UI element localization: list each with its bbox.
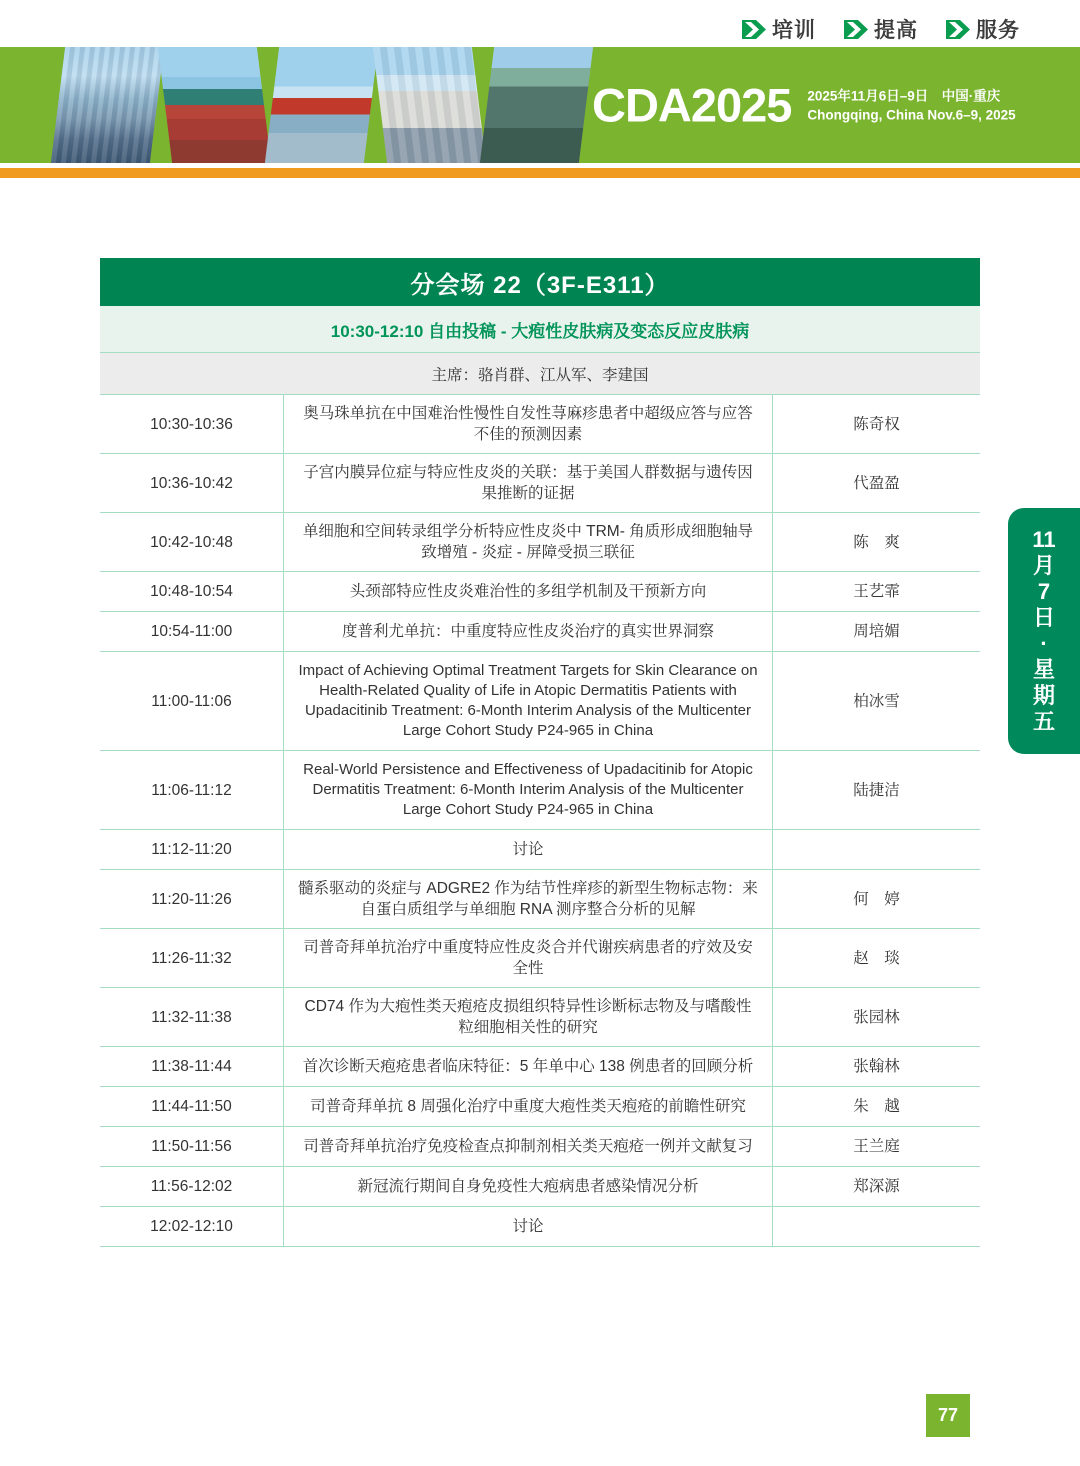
conference-date-en: Chongqing, China Nov.6–9, 2025 xyxy=(807,107,1016,122)
talk-speaker: 陆捷洁 xyxy=(853,781,900,799)
talk-time: 12:02-12:10 xyxy=(150,1218,233,1235)
photo-raffles-city xyxy=(51,47,164,163)
talk-title: 司普奇拜单抗治疗中重度特应性皮炎合并代谢疾病患者的疗效及安全性 xyxy=(283,929,773,987)
talk-time: 11:06-11:12 xyxy=(151,781,232,799)
talk-speaker: 赵 琰 xyxy=(853,949,900,967)
talk-time: 11:00-11:06 xyxy=(151,692,232,710)
program-row xyxy=(100,612,980,652)
talk-speaker: 陈奇权 xyxy=(853,415,900,433)
talk-title: CD74 作为大疱性类天疱疮皮损组织特异性诊断标志物及与嗜酸性粒细胞相关性的研究 xyxy=(283,988,773,1046)
talk-title: 首次诊断天疱疮患者临床特征：5 年单中心 138 例患者的回顾分析 xyxy=(283,1047,773,1086)
program-row xyxy=(100,454,980,513)
talk-title: Impact of Achieving Optimal Treatment Targets for Skin Clearance on Health-Related Quality of Life in Atopic Dermatitis Patients with Upadacitinib Treatment: 6-Month Interim Analysis of the Multicenter Large Cohort Study P24-965 in China xyxy=(283,652,773,750)
talk-speaker: 王艺霏 xyxy=(853,583,900,600)
conference-logo: CDA2025 xyxy=(592,78,792,132)
photo-great-hall xyxy=(158,47,271,163)
double-chevron-icon xyxy=(742,20,766,39)
session-room-title: 分会场 22（3F-E311） xyxy=(100,258,980,306)
session-chairs: 主席：骆肖群、江从军、李建国 xyxy=(100,353,980,395)
talk-title: 单细胞和空间转录组学分析特应性皮炎中 TRM- 角质形成细胞轴导致增殖 - 炎症 - 屏障受损三联征 xyxy=(283,513,773,571)
program-row xyxy=(100,1087,980,1127)
slogan-item-1 xyxy=(742,14,816,44)
talk-speaker: 柏冰雪 xyxy=(853,692,900,710)
talk-title: 讨论 xyxy=(283,830,773,869)
program-row xyxy=(100,751,980,830)
day-tab-char: 期 xyxy=(1032,683,1055,708)
talk-title: 髓系驱动的炎症与 ADGRE2 作为结节性痒疹的新型生物标志物：来自蛋白质组学与单细胞 RNA 测序整合分析的见解 xyxy=(283,870,773,928)
talk-title: Real-World Persistence and Effectiveness of Upadacitinib for Atopic Dermatitis Treatment: 6-Month Interim Analysis of the Multicenter Large Cohort Study P24-965 in China xyxy=(283,751,773,829)
slogan-label: 服务 xyxy=(976,18,1020,42)
talk-time: 11:32-11:38 xyxy=(151,1008,232,1026)
talk-title: 奥马珠单抗在中国难治性慢性自发性荨麻疹患者中超级应答与应答不佳的预测因素 xyxy=(283,395,773,453)
day-tab-char: 星 xyxy=(1032,657,1055,682)
talk-time: 11:20-11:26 xyxy=(151,890,232,908)
talk-title: 度普利尤单抗：中重度特应性皮炎治疗的真实世界洞察 xyxy=(283,612,773,651)
talk-speaker xyxy=(773,830,980,869)
talk-speaker: 周培媚 xyxy=(853,623,900,640)
orange-divider xyxy=(0,168,1080,178)
program-row xyxy=(100,395,980,454)
talk-time: 10:30-10:36 xyxy=(150,415,233,433)
slogan-label: 培训 xyxy=(772,18,816,42)
session-table xyxy=(100,258,980,1247)
program-row xyxy=(100,1127,980,1167)
talk-speaker xyxy=(773,1207,980,1246)
program-row xyxy=(100,988,980,1047)
talk-speaker: 张园林 xyxy=(853,1008,900,1026)
talk-speaker: 郑深源 xyxy=(853,1178,900,1195)
program-row xyxy=(100,1047,980,1087)
talk-title: 讨论 xyxy=(283,1207,773,1246)
talk-speaker: 何 婷 xyxy=(853,890,900,908)
talk-time: 10:54-11:00 xyxy=(150,623,233,640)
page-number-badge: 77 xyxy=(926,1394,970,1437)
day-tab-nov7-friday xyxy=(1008,508,1080,754)
talk-speaker: 朱 越 xyxy=(853,1098,900,1115)
day-tab-char: 月 xyxy=(1032,553,1055,578)
conference-brand xyxy=(592,78,1016,132)
talk-time: 11:38-11:44 xyxy=(151,1058,232,1075)
double-chevron-icon xyxy=(844,20,868,39)
photo-bridge xyxy=(265,47,378,163)
day-tab-char: 日 xyxy=(1032,605,1055,630)
talk-title: 子宫内膜异位症与特应性皮炎的关联：基于美国人群数据与遗传因果推断的证据 xyxy=(283,454,773,512)
talk-time: 11:44-11:50 xyxy=(151,1098,232,1115)
program-row xyxy=(100,513,980,572)
talk-time: 11:26-11:32 xyxy=(151,949,232,967)
slogan-item-3 xyxy=(946,14,1020,44)
talk-speaker: 王兰庭 xyxy=(853,1138,900,1155)
slogan-label: 提高 xyxy=(874,18,918,42)
program-row xyxy=(100,652,980,751)
conference-date-cn: 2025年11月6日–9日 中国·重庆 xyxy=(807,88,1001,103)
talk-time: 10:42-10:48 xyxy=(150,533,233,551)
program-row xyxy=(100,1167,980,1207)
talk-time: 11:50-11:56 xyxy=(151,1138,232,1155)
program-row xyxy=(100,1207,980,1247)
conference-banner xyxy=(0,47,1080,163)
city-photo-strip xyxy=(58,47,586,163)
double-chevron-icon xyxy=(946,20,970,39)
photo-clock-tower xyxy=(372,47,485,163)
talk-time: 10:36-10:42 xyxy=(150,474,233,492)
talk-speaker: 代盈盈 xyxy=(853,474,900,492)
talk-time: 10:48-10:54 xyxy=(150,583,233,600)
day-tab-char: 11 xyxy=(1032,527,1056,552)
day-tab-char: 7 xyxy=(1037,579,1051,604)
talk-title: 司普奇拜单抗 8 周强化治疗中重度大疱性类天疱疮的前瞻性研究 xyxy=(283,1087,773,1126)
program-row xyxy=(100,870,980,929)
talk-time: 11:12-11:20 xyxy=(151,841,232,858)
slogan-item-2 xyxy=(844,14,918,44)
day-tab-char: 五 xyxy=(1032,709,1055,734)
slogan-row xyxy=(742,14,1020,44)
program-row xyxy=(100,830,980,870)
talk-speaker: 张翰林 xyxy=(853,1058,900,1075)
talk-title: 头颈部特应性皮炎难治性的多组学机制及干预新方向 xyxy=(283,572,773,611)
program-row xyxy=(100,929,980,988)
talk-title: 司普奇拜单抗治疗免疫检查点抑制剂相关类天疱疮一例并文献复习 xyxy=(283,1127,773,1166)
talk-title: 新冠流行期间自身免疫性大疱病患者感染情况分析 xyxy=(283,1167,773,1206)
day-tab-char: · xyxy=(1040,631,1048,656)
talk-speaker: 陈 爽 xyxy=(853,533,900,551)
session-rows xyxy=(100,395,980,1247)
talk-time: 11:56-12:02 xyxy=(150,1178,233,1195)
session-time-topic: 10:30-12:10 自由投稿 - 大疱性皮肤病及变态反应皮肤病 xyxy=(100,306,980,353)
conference-dates xyxy=(807,87,1015,123)
photo-arts-center xyxy=(480,47,593,163)
program-row xyxy=(100,572,980,612)
